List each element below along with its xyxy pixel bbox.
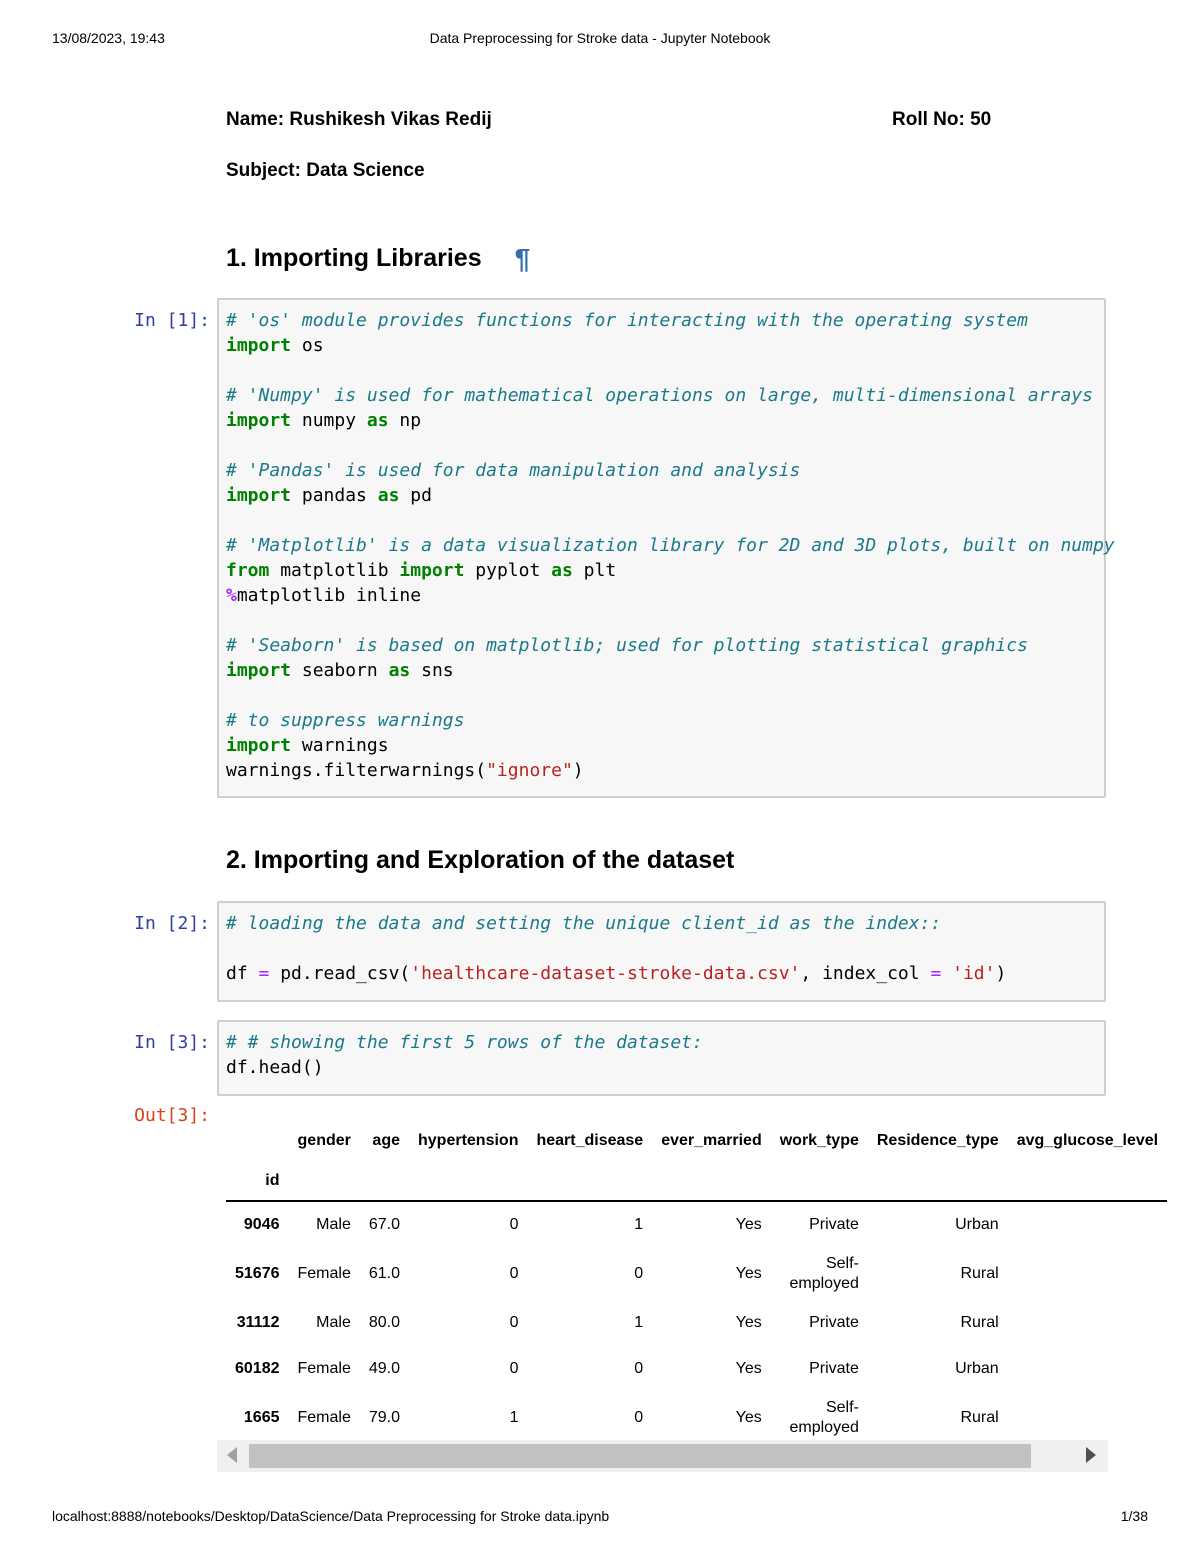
work-type-line1: Self-: [825, 1399, 859, 1416]
cell-2-prompt: In [2]:: [134, 913, 210, 934]
code-text: warnings.filterwarnings(: [226, 760, 487, 781]
keyword-import: import: [226, 660, 292, 681]
code-cell-1[interactable]: [217, 298, 1115, 798]
code-text: pyplot: [464, 560, 552, 581]
cell-heart-disease: 0: [634, 1265, 644, 1282]
code-text: pd: [399, 485, 432, 506]
scroll-left-icon[interactable]: [227, 1447, 237, 1463]
table-row: [226, 1201, 1167, 1248]
magic-percent: %: [226, 585, 237, 606]
cell-work-type: [771, 1346, 868, 1392]
code-comment: # to suppress warnings: [226, 710, 465, 731]
keyword-import: import: [226, 485, 292, 506]
cell-gender: Male: [316, 1314, 351, 1331]
column-header: ever_married: [661, 1132, 762, 1149]
table-row: [226, 1300, 1167, 1346]
column-header: age: [372, 1132, 400, 1149]
keyword-as: as: [377, 485, 400, 506]
keyword-as: as: [388, 660, 411, 681]
work-type-line1: Self-: [825, 1255, 859, 1272]
cell-ever-married: Yes: [735, 1216, 762, 1233]
cell-work-type: [771, 1300, 868, 1346]
print-footer: [52, 1508, 1148, 1528]
print-header: [52, 30, 1148, 50]
cell-residence-type: Urban: [955, 1216, 999, 1233]
cell-1-prompt: In [1]:: [134, 310, 210, 331]
cell-3-out-prompt: Out[3]:: [134, 1105, 210, 1126]
student-name: [226, 109, 1006, 131]
keyword-from: from: [226, 560, 270, 581]
work-type-line1: Private: [809, 1216, 859, 1233]
column-header: work_type: [779, 1132, 859, 1149]
cell-3-prompt: In [3]:: [134, 1032, 210, 1053]
page-number: 1/38: [1120, 1508, 1148, 1524]
table-row: [226, 1392, 1167, 1444]
column-header: gender: [297, 1132, 351, 1149]
code-cell-1-source[interactable]: [219, 300, 1115, 783]
table-row: [226, 1248, 1167, 1300]
scrollbar-thumb[interactable]: [249, 1444, 1031, 1468]
print-title: Data Preprocessing for Stroke data - Jupyter Notebook: [429, 30, 771, 46]
cell-heart-disease: 1: [634, 1314, 644, 1331]
cell-heart-disease: 0: [634, 1409, 644, 1426]
column-header: avg_glucose_level: [1016, 1132, 1159, 1149]
code-text: df.head(): [226, 1057, 324, 1078]
work-type-line1: Private: [809, 1314, 859, 1331]
scroll-right-icon[interactable]: [1086, 1447, 1096, 1463]
code-text: matplotlib: [269, 560, 400, 581]
row-index: 9046: [243, 1216, 280, 1233]
row-index: 60182: [235, 1360, 280, 1377]
roll-number: Roll No: 50: [892, 109, 992, 130]
cell-age: 61.0: [368, 1265, 400, 1282]
cell-ever-married: Yes: [735, 1265, 762, 1282]
cell-hypertension: 0: [509, 1360, 519, 1377]
cell-hypertension: 0: [509, 1265, 519, 1282]
cell-work-type: [771, 1248, 868, 1300]
code-cell-3-source[interactable]: [219, 1022, 1104, 1080]
column-header: Residence_type: [876, 1132, 999, 1149]
row-index: 1665: [243, 1409, 280, 1426]
cell-age: 79.0: [368, 1409, 400, 1426]
code-cell-3[interactable]: [217, 1020, 1106, 1096]
code-operator: =: [258, 963, 270, 984]
subject-line: Subject: Data Science: [226, 160, 425, 181]
index-name: id: [265, 1172, 280, 1189]
column-header-row: [226, 1120, 1167, 1162]
code-operator: =: [930, 963, 942, 984]
print-url: localhost:8888/notebooks/Desktop/DataScience/Data Preprocessing for Stroke data.ipynb: [52, 1508, 610, 1524]
cell-residence-type: Urban: [955, 1360, 999, 1377]
heading-importing-exploration: 2. Importing and Exploration of the dataset: [226, 846, 735, 874]
cell-hypertension: 0: [509, 1216, 519, 1233]
keyword-import: import: [226, 735, 292, 756]
cell-work-type: [771, 1201, 868, 1248]
code-text: pd.read_csv(: [269, 963, 411, 984]
cell-hypertension: 1: [509, 1409, 519, 1426]
cell-residence-type: Rural: [960, 1409, 999, 1426]
code-text: ): [995, 963, 1007, 984]
anchor-link-icon[interactable]: ¶: [514, 243, 531, 274]
keyword-as: as: [551, 560, 573, 581]
code-text: ): [572, 760, 584, 781]
keyword-as: as: [366, 410, 389, 431]
code-text: os: [291, 335, 324, 356]
code-text: np: [388, 410, 422, 431]
code-comment: # # showing the first 5 rows of the dataset:: [226, 1032, 703, 1053]
code-comment: # loading the data and setting the unique client_id as the index::: [226, 913, 942, 934]
code-comment: # 'Matplotlib' is a data visualization library for 2D and 3D plots, built on numpy: [226, 535, 1115, 556]
code-text: df: [226, 963, 259, 984]
cell-heart-disease: 1: [634, 1216, 644, 1233]
horizontal-scrollbar[interactable]: [217, 1440, 1108, 1472]
cell-gender: Female: [297, 1409, 351, 1426]
code-text: warnings: [291, 735, 389, 756]
cell-age: 80.0: [368, 1314, 400, 1331]
cell-ever-married: Yes: [735, 1360, 762, 1377]
code-cell-2-source[interactable]: [219, 903, 1104, 986]
row-index: 51676: [235, 1265, 280, 1282]
code-comment: # 'Pandas' is used for data manipulation and analysis: [226, 460, 801, 481]
code-text: , index_col: [800, 963, 931, 984]
cell-residence-type: Rural: [960, 1265, 999, 1282]
name-text: Name: Rushikesh Vikas Redij: [226, 109, 492, 130]
column-header: heart_disease: [536, 1132, 644, 1149]
cell-work-type: [771, 1392, 868, 1444]
cell-residence-type: Rural: [960, 1314, 999, 1331]
code-comment: # 'os' module provides functions for interacting with the operating system: [226, 310, 1028, 331]
code-string: "ignore": [486, 760, 573, 781]
index-name-row: [226, 1162, 1167, 1201]
table-row: [226, 1346, 1167, 1392]
cell-age: 49.0: [368, 1360, 400, 1377]
code-text: matplotlib inline: [236, 585, 422, 606]
work-type-line2: employed: [789, 1275, 859, 1292]
corner-cell: [226, 1120, 289, 1162]
code-text: [941, 963, 952, 984]
cell-age: 67.0: [368, 1216, 400, 1233]
code-text: sns: [410, 660, 454, 681]
cell-gender: Female: [297, 1265, 351, 1282]
keyword-import: import: [226, 410, 292, 431]
work-type-line1: Private: [809, 1360, 859, 1377]
cell-gender: Male: [316, 1216, 351, 1233]
row-index: 31112: [236, 1314, 280, 1331]
cell-ever-married: Yes: [735, 1409, 762, 1426]
keyword-import: import: [399, 560, 465, 581]
keyword-import: import: [226, 335, 292, 356]
heading-importing-libraries: [226, 243, 530, 275]
dataframe-output[interactable]: [226, 1120, 1159, 1436]
heading-text: 1. Importing Libraries: [226, 244, 482, 272]
code-comment: # 'Numpy' is used for mathematical operations on large, multi-dimensional arrays: [226, 385, 1093, 406]
code-text: seaborn: [291, 660, 389, 681]
column-header: hypertension: [418, 1132, 519, 1149]
cell-gender: Female: [297, 1360, 351, 1377]
cell-ever-married: Yes: [735, 1314, 762, 1331]
dataframe-table: [226, 1120, 1167, 1444]
code-cell-2[interactable]: [217, 901, 1106, 1002]
code-string: 'healthcare-dataset-stroke-data.csv': [410, 963, 801, 984]
code-text: numpy: [291, 410, 367, 431]
code-text: plt: [572, 560, 617, 581]
code-string: 'id': [952, 963, 996, 984]
work-type-line2: employed: [789, 1419, 859, 1436]
cell-heart-disease: 0: [634, 1360, 644, 1377]
print-date: 13/08/2023, 19:43: [52, 30, 165, 46]
code-comment: # 'Seaborn' is based on matplotlib; used for plotting statistical graphics: [226, 635, 1028, 656]
code-text: pandas: [291, 485, 378, 506]
cell-hypertension: 0: [509, 1314, 519, 1331]
